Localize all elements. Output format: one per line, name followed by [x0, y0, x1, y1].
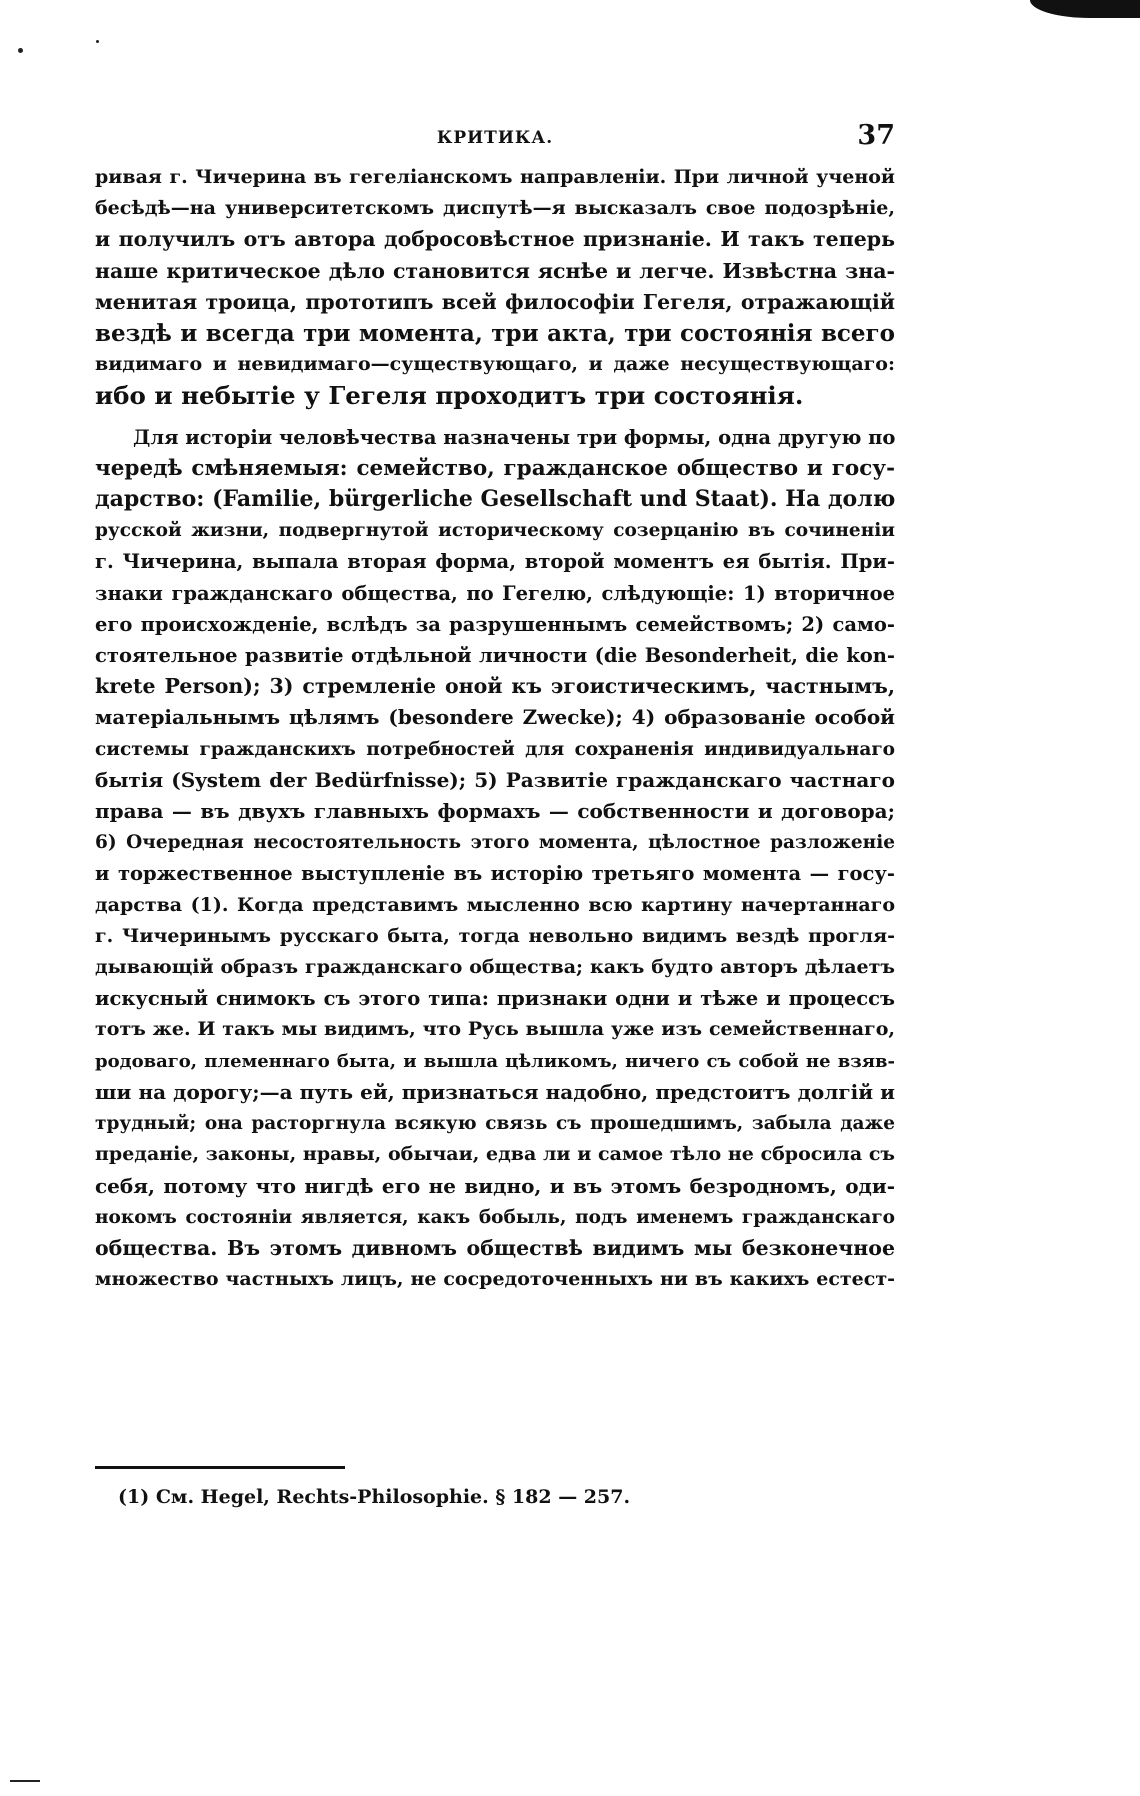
text-line: нокомъ состояніи является, какъ бобыль, подъ именемъ гражданскаго — [95, 1206, 895, 1228]
running-head: КРИТИКА. — [436, 128, 554, 148]
text-line: наше критическое дѣло становится яснѣе и легче. Извѣстна зна- — [95, 258, 895, 283]
text-line: трудный; она расторгнула всякую связь съ прошедшимъ, забыла даже — [95, 1113, 895, 1135]
text-line: множество частныхъ лицъ, не сосредоточенныхъ ни въ какихъ естест- — [95, 1268, 895, 1291]
text-line: его происхожденіе, вслѣдъ за разрушеннымъ семействомъ; 2) само- — [95, 612, 895, 636]
paragraph-2 — [95, 422, 895, 1296]
text-line: Для исторіи человѣчества назначены три формы, одна другую по — [133, 425, 896, 449]
text-line: стоятельное развитіе отдѣльной личности (die Besonderheit, die kon- — [95, 644, 895, 668]
text-line: искусный снимокъ съ этого типа: признаки одни и тѣже и процессъ — [95, 987, 895, 1011]
text-line: бесѣдѣ—на университетскомъ диспутѣ—я высказалъ свое подозрѣніе, — [95, 197, 895, 220]
text-line: родоваго, племеннаго быта, и вышла цѣликомъ, ничего съ собой не взяв- — [95, 1050, 895, 1072]
footnote: (1) См. Hegel, Rechts-Philosophie. § 182 — 257. — [118, 1486, 631, 1508]
text-line: г. Чичеринымъ русскаго быта, тогда невольно видимъ вездѣ прогля- — [95, 924, 895, 947]
text-line: и получилъ отъ автора добросовѣстное признаніе. И такъ теперь — [95, 227, 895, 252]
text-line: матеріальнымъ цѣлямъ (besondere Zwecke); 4) образованіе особой — [95, 705, 895, 730]
text-line: вездѣ и всегда три момента, три акта, три состоянія всего — [95, 320, 895, 348]
text-line: дывающій образъ гражданскаго общества; какъ будто авторъ дѣлаетъ — [95, 956, 895, 979]
text-line: менитая троица, прототипъ всей философіи Гегеля, отражающій — [95, 289, 895, 314]
text-line: и торжественное выступленіе въ исторію третьяго момента — госу- — [95, 862, 895, 886]
text-line: дарства (1). Когда представимъ мысленно всю картину начертаннаго — [95, 893, 895, 916]
speck — [10, 1780, 40, 1782]
ink-smudge — [1030, 0, 1140, 18]
speck — [18, 48, 23, 53]
text-line: бытія (System der Bedürfnisse); 5) Развитіе гражданскаго частнаго — [95, 767, 895, 792]
footnote-rule — [95, 1466, 345, 1469]
speck — [96, 40, 99, 43]
text-line: ибо и небытіе у Гегеля проходитъ три состоянія. — [95, 381, 804, 411]
page-number: 37 — [857, 120, 895, 151]
text-line: системы гражданскихъ потребностей для сохраненія индивидуальнаго — [95, 738, 895, 760]
text-line: права — въ двухъ главныхъ формахъ — собственности и договора; — [95, 799, 895, 824]
text-line: 6) Очередная несостоятельность этого момента, цѣлостное разложеніе — [95, 832, 895, 854]
text-line: русской жизни, подвергнутой историческому созерцанію въ сочиненіи — [95, 520, 895, 542]
text-line: общества. Въ этомъ дивномъ обществѣ видимъ мы безконечное — [95, 1235, 895, 1260]
text-line: знаки гражданскаго общества, по Гегелю, слѣдующіе: 1) вторичное — [95, 581, 895, 605]
text-line: krete Person); 3) стремленіе оной къ эгоистическимъ, частнымъ, — [95, 674, 895, 699]
text-line: ривая г. Чичерина въ гегеліанскомъ направленіи. При личной ученой — [95, 166, 895, 188]
page-header — [95, 118, 895, 154]
text-line: чередѣ смѣняемыя: семейство, гражданское общество и госу- — [95, 455, 895, 481]
body-text — [95, 162, 895, 1295]
text-line: преданіе, законы, нравы, обычаи, едва ли и самое тѣло не сбросила съ — [95, 1143, 895, 1166]
text-line: тотъ же. И такъ мы видимъ, что Русь вышла уже изъ семейственнаго, — [95, 1018, 895, 1041]
text-line: г. Чичерина, выпала вторая форма, второй моментъ ея бытія. При- — [95, 550, 895, 574]
paragraph-1 — [95, 162, 895, 412]
text-line: видимаго и невидимаго—существующаго, и даже несуществующаго: — [95, 353, 895, 376]
text-line: ши на дорогу;—а путь ей, признаться надобно, предстоитъ долгій и — [95, 1079, 895, 1104]
text-line: дарство: (Familie, bürgerliche Gesellschaft und Staat). На долю — [95, 486, 896, 513]
text-line: себя, потому что нигдѣ его не видно, и въ этомъ безродномъ, оди- — [95, 1173, 895, 1198]
